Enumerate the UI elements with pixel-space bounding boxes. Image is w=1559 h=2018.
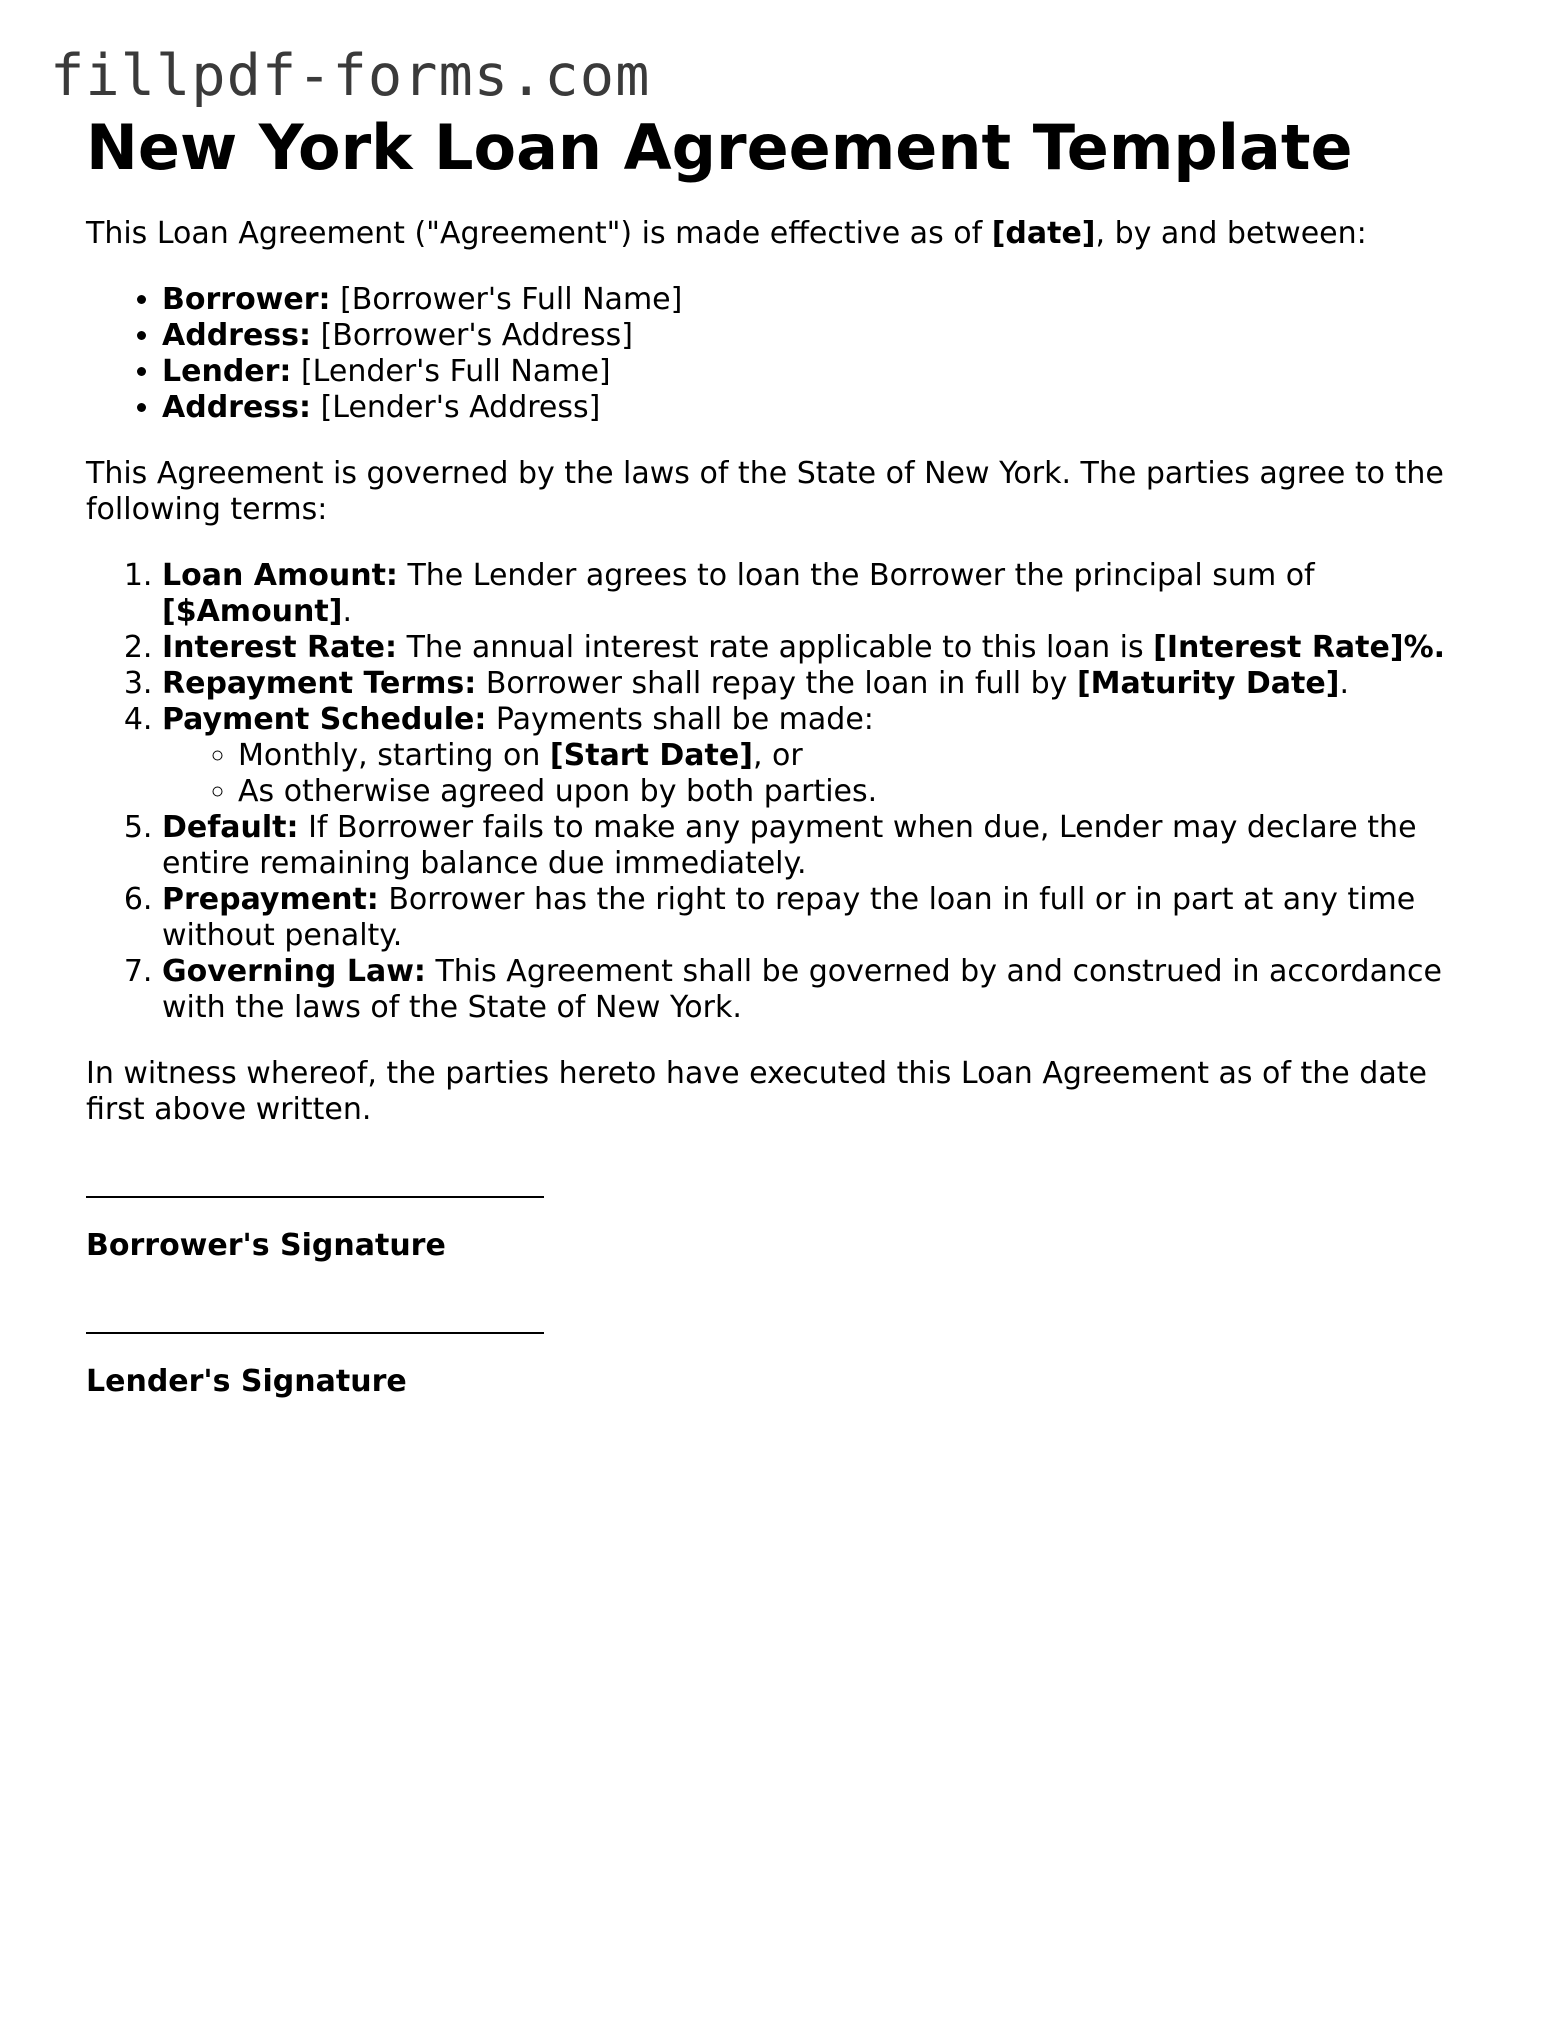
terms-list bbox=[86, 558, 1476, 1026]
term-text-end: . bbox=[1339, 666, 1349, 701]
borrower-signature-line[interactable] bbox=[86, 1166, 544, 1198]
term-prepayment bbox=[162, 882, 1476, 954]
party-borrower-address bbox=[162, 318, 1476, 354]
term-loan-amount bbox=[162, 558, 1476, 630]
party-value: [Borrower's Address] bbox=[311, 318, 633, 353]
party-borrower-name bbox=[162, 282, 1476, 318]
term-text: Payments shall be made: bbox=[486, 702, 874, 737]
document-body bbox=[86, 108, 1476, 1400]
document-title: New York Loan Agreement Template bbox=[86, 111, 1353, 184]
party-label: Address: bbox=[162, 390, 312, 425]
interest-rate-field: [Interest Rate]%. bbox=[1153, 630, 1446, 665]
start-date-field: [Start Date] bbox=[549, 738, 753, 773]
term-label: Governing Law: bbox=[162, 954, 426, 989]
schedule-text: Monthly, starting on bbox=[238, 738, 550, 773]
party-value: [Lender's Full Name] bbox=[291, 354, 611, 389]
witness-paragraph: In witness whereof, the parties hereto have executed this Loan Agreement as of the date first above written. bbox=[86, 1056, 1427, 1127]
lender-signature-label: Lender's Signature bbox=[86, 1364, 407, 1399]
term-label: Repayment Terms: bbox=[162, 666, 477, 701]
intro-text: This Loan Agreement ("Agreement") is made effective as of bbox=[86, 216, 992, 251]
term-default bbox=[162, 810, 1476, 882]
term-governing-law bbox=[162, 954, 1476, 1026]
party-lender-name bbox=[162, 354, 1476, 390]
term-label: Default: bbox=[162, 810, 299, 845]
party-label: Lender: bbox=[162, 354, 292, 389]
lender-signature-line[interactable] bbox=[86, 1302, 544, 1334]
term-repayment-terms bbox=[162, 666, 1476, 702]
term-text: The annual interest rate applicable to this loan is bbox=[397, 630, 1154, 665]
term-label: Payment Schedule: bbox=[162, 702, 487, 737]
schedule-option-other: ◦ As otherwise agreed upon by both parties. bbox=[238, 774, 1476, 810]
maturity-date-field: [Maturity Date] bbox=[1076, 666, 1340, 701]
term-text: If Borrower fails to make any payment when due, Lender may declare the entire remaining balance due immediately. bbox=[162, 810, 1417, 881]
term-label: Interest Rate: bbox=[162, 630, 398, 665]
schedule-option-monthly bbox=[238, 738, 1476, 774]
payment-schedule-options bbox=[162, 738, 1476, 810]
watermark: fillpdf-forms.com bbox=[50, 43, 651, 109]
term-label: Prepayment: bbox=[162, 882, 379, 917]
term-text-end: . bbox=[342, 594, 352, 629]
term-text: This Agreement shall be governed by and construed in accordance with the laws of the State of New York. bbox=[162, 954, 1442, 1025]
party-lender-address bbox=[162, 390, 1476, 426]
party-label: Address: bbox=[162, 318, 312, 353]
party-label: Borrower: bbox=[162, 282, 331, 317]
party-value: [Borrower's Full Name] bbox=[330, 282, 683, 317]
borrower-signature-label: Borrower's Signature bbox=[86, 1228, 446, 1263]
term-text: Borrower shall repay the loan in full by bbox=[476, 666, 1077, 701]
intro-text-end: , by and between: bbox=[1095, 216, 1367, 251]
party-value: [Lender's Address] bbox=[311, 390, 601, 425]
term-payment-schedule bbox=[162, 702, 1476, 810]
term-text: Borrower has the right to repay the loan in full or in part at any time without penalty. bbox=[162, 882, 1416, 953]
term-label: Loan Amount: bbox=[162, 558, 398, 593]
term-text: The Lender agrees to loan the Borrower the principal sum of bbox=[397, 558, 1315, 593]
intro-paragraph bbox=[86, 216, 1476, 252]
amount-field: [$Amount] bbox=[162, 594, 343, 629]
governing-paragraph: This Agreement is governed by the laws of the State of New York. The parties agree to the following terms: bbox=[86, 456, 1444, 527]
parties-list bbox=[86, 282, 1476, 426]
term-interest-rate bbox=[162, 630, 1476, 666]
date-field: [date] bbox=[991, 216, 1096, 251]
schedule-text-end: , or bbox=[752, 738, 803, 773]
